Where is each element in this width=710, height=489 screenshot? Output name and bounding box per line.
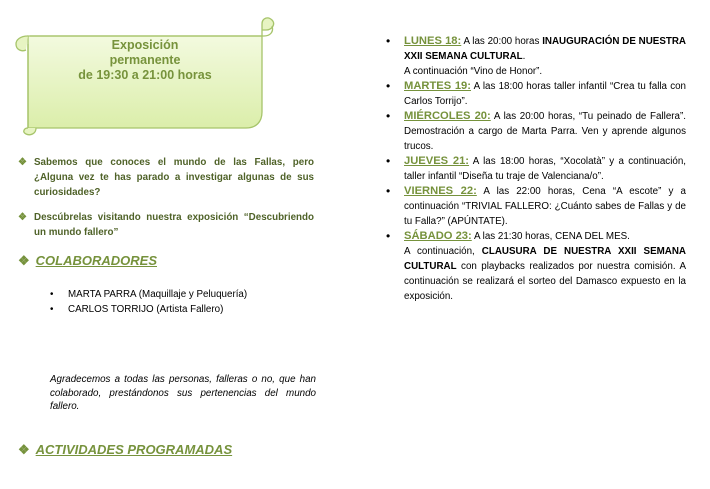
list-item: • CARLOS TORRIJO (Artista Fallero) — [50, 302, 247, 317]
intro-paragraph-2: ❖ Descúbrelas visitando nuestra exposición “Descubriendo un mundo fallero” — [18, 212, 314, 238]
diamond-bullet-icon: ❖ — [18, 253, 30, 268]
diamond-bullet-icon: ❖ — [18, 442, 30, 457]
event-day: VIERNES 22: — [404, 185, 477, 197]
banner-line-3: de 19:30 a 21:00 horas — [78, 68, 212, 82]
thanks-paragraph: Agradecemos a todas las personas, falleras o no, que han colaborado, prestándonos sus pertenencias del mundo fallero. — [50, 374, 316, 412]
schedule-list — [386, 34, 686, 304]
event-viernes: • VIERNES 22: A las 22:00 horas, Cena “A escote” y a continuación “TRIVIAL FALLERO: ¿Cuánto sabes de Fallas y de tu Falla?” (APÚNTATE). — [386, 184, 686, 229]
banner-line-1: Exposición — [111, 38, 179, 52]
list-item: • MARTA PARRA (Maquillaje y Peluquería) — [50, 287, 247, 302]
banner-line-2: permanente — [109, 53, 181, 67]
colaboradores-heading: ❖ COLABORADORES — [18, 253, 157, 268]
event-day: MIÉRCOLES 20: — [404, 110, 491, 122]
actividades-heading: ❖ ACTIVIDADES PROGRAMADAS — [18, 442, 233, 457]
intro-paragraph-1: ❖ Sabemos que conoces el mundo de las Fallas, pero ¿Alguna vez te has parado a investigar algunas de sus curiosidades? — [18, 157, 314, 198]
event-extra: A continuación, CLAUSURA DE NUESTRA XXII SEMANA CULTURAL con playbacks realizados por nuestra comisión. A continuación se realizará el sorteo del Damasco expuesto en la exposición. — [404, 246, 687, 302]
exhibition-hours-text — [30, 38, 260, 83]
colaboradores-list — [50, 287, 247, 317]
event-jueves: • JUEVES 21: A las 18:00 horas, “Xocolatà” y a continuación, taller infantil “Diseña tu traje de Valenciana/o”. — [386, 154, 686, 184]
event-sabado: • SÁBADO 23: A las 21:30 horas, CENA DEL MES. A continuación, CLAUSURA DE NUESTRA XXII SEMANA CULTURAL con playbacks realizados por nuestra comisión. A continuación se realizará el sorteo del Damasco expuesto en la exposición. — [386, 229, 686, 304]
event-day: MARTES 19: — [404, 80, 471, 92]
event-day: SÁBADO 23: — [404, 230, 472, 242]
diamond-bullet-icon: ❖ — [18, 212, 27, 223]
event-day: LUNES 18: — [404, 35, 462, 47]
event-lunes: • LUNES 18: A las 20:00 horas INAUGURACIÓN DE NUESTRA XXII SEMANA CULTURAL. A continuación “Vino de Honor”. — [386, 34, 686, 79]
diamond-bullet-icon: ❖ — [18, 157, 27, 168]
event-day: JUEVES 21: — [404, 155, 470, 167]
exhibition-banner — [0, 0, 290, 140]
event-miercoles: • MIÉRCOLES 20: A las 20:00 horas, “Tu peinado de Fallera”. Demostración a cargo de Marta Parra. Ven y aprende algunos trucos. — [386, 109, 686, 154]
event-martes: • MARTES 19: A las 18:00 horas taller infantil “Crea tu falla con Carlos Torrijo”. — [386, 79, 686, 109]
event-extra: A continuación “Vino de Honor”. — [404, 66, 543, 77]
